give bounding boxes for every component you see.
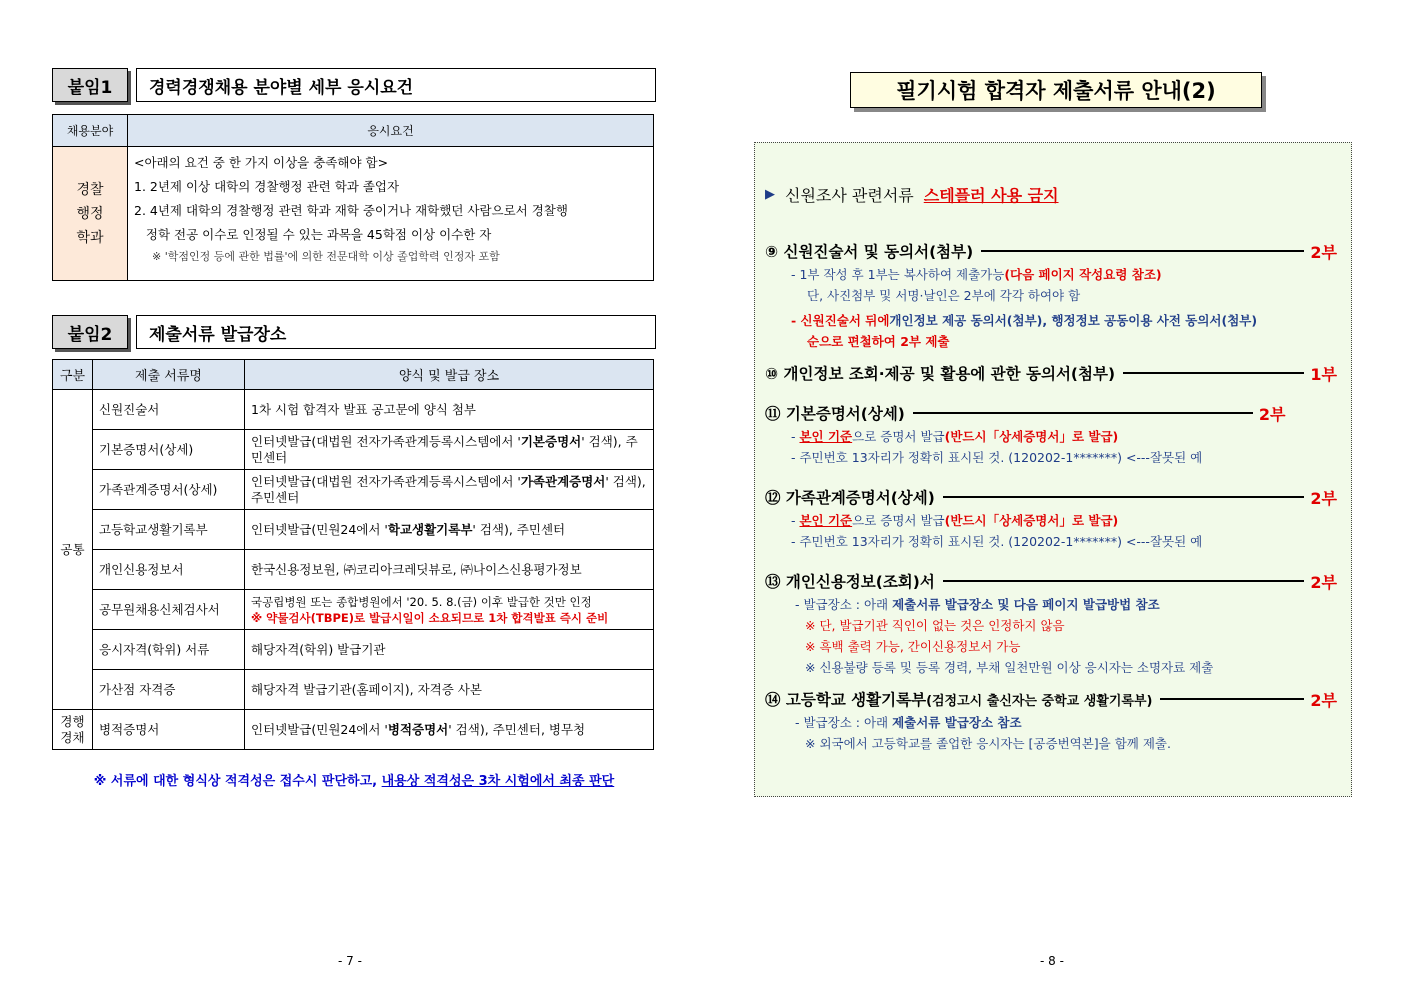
- doc-place: [245, 430, 654, 470]
- item-count: 2부: [1310, 488, 1337, 508]
- table1-header-field: 채용분야: [53, 115, 128, 147]
- item-count: 2부: [1310, 572, 1337, 592]
- item-title: ⑨ 신원진술서 및 동의서(첨부): [765, 243, 974, 261]
- table2-header-place: 양식 및 발급 장소: [245, 360, 654, 390]
- item-details: [765, 510, 1337, 552]
- doc-place-text: 1차 시험 합격자 발표 공고문에 양식 첨부: [251, 401, 476, 417]
- req-line: 2. 4년제 대학의 경찰행정 관련 학과 재학 중이거나 재학했던 사람으로서 경찰행: [134, 203, 568, 218]
- doc-place-text: 국공립병원 또는 종합병원에서 '20. 5. 8.(금) 이후 발급한 것만 인정: [251, 594, 592, 609]
- detail-red: 순으로 편철하여 2부 제출: [807, 334, 950, 349]
- detail-red-underlined: 본인 기준: [799, 429, 853, 444]
- doc-item-11: [765, 402, 1337, 468]
- item-details: [765, 264, 1337, 352]
- detail-text: - 발급장소 : 아래: [795, 597, 893, 612]
- staple-warning: [765, 183, 1337, 206]
- doc-name: 가족관계증명서(상세): [93, 470, 245, 510]
- doc-place-text: ' 검색), 주민센터, 병무청: [448, 721, 586, 737]
- table1-category: 경찰 행정 학과: [53, 147, 128, 281]
- footnote-text: ※ 서류에 대한 형식상 적격성은 접수시 판단하고,: [93, 774, 382, 789]
- item-details: [765, 594, 1337, 678]
- doc-place-warning: ※ 약물검사(TBPE)로 발급시일이 소요되므로 1차 합격발표 즉시 준비: [251, 610, 609, 625]
- detail-text: 으로 증명서 발급: [852, 513, 945, 528]
- item-count: 2부: [1310, 242, 1337, 262]
- doc-place-text: 인터넷발급(대법원 전자가족관계등록시스템에서 ': [251, 473, 521, 489]
- doc-place: [245, 590, 654, 630]
- documents-table: [52, 359, 654, 750]
- section1-tag: 붙임1: [52, 68, 128, 102]
- doc-name: 응시자격(학위) 서류: [93, 630, 245, 670]
- doc-place: [245, 630, 654, 670]
- detail-text: ※ 외국에서 고등학교를 졸업한 응시자는 [공증번역본]을 함께 제출.: [805, 736, 1171, 751]
- detail-red: (다음 페이지 작성요령 참조): [1004, 267, 1162, 282]
- req-line: 1. 2년제 이상 대학의 경찰행정 관련 학과 졸업자: [134, 179, 400, 194]
- group-exp: 경행 경채: [53, 710, 93, 750]
- item-title: ⑫ 가족관계증명서(상세): [765, 489, 935, 507]
- doc-item-13: [765, 570, 1337, 678]
- doc-place-text: 인터넷발급(민원24에서 ': [251, 721, 388, 737]
- page-number-right: - 8 -: [1040, 954, 1064, 968]
- detail-red: (반드시「상세증명서」로 발급): [944, 513, 1119, 528]
- detail-text: -: [791, 513, 800, 528]
- leader-line: [1123, 372, 1304, 374]
- req-line: <아래의 요건 중 한 가지 이상을 충족해야 함>: [134, 155, 389, 170]
- doc-place-bold: 가족관계증명서: [520, 473, 606, 489]
- page-number-left: - 7 -: [338, 954, 362, 968]
- detail-red: ※ 단, 발급기관 직인이 없는 것은 인정하지 않음: [805, 618, 1065, 633]
- page-title: 필기시험 합격자 제출서류 안내(2): [850, 72, 1262, 108]
- doc-place-text: 한국신용정보원, ㈜코리아크레딧뷰로, ㈜나이스신용평가정보: [251, 561, 582, 577]
- doc-place: [245, 670, 654, 710]
- footnote: [52, 770, 656, 789]
- leader-line: [1160, 698, 1304, 700]
- requirements-table: [52, 114, 654, 281]
- doc-item-10: [765, 362, 1337, 384]
- req-line: 정학 전공 이수로 인정될 수 있는 과목을 45학점 이상 이수한 자: [134, 227, 492, 242]
- table-row: [53, 550, 654, 590]
- group-common: 공통: [53, 390, 93, 710]
- doc-name: 신원진술서: [93, 390, 245, 430]
- doc-place-bold: 병적증명서: [387, 721, 449, 737]
- leader-line: [943, 496, 1305, 498]
- leader-line: [943, 580, 1305, 582]
- detail-red-underlined: 본인 기준: [799, 513, 853, 528]
- triangle-bullet-icon: ▶: [765, 187, 775, 202]
- page-8: [754, 72, 1354, 797]
- doc-name: 가산점 자격증: [93, 670, 245, 710]
- detail-red: - 신원진술서 뒤에: [791, 313, 890, 328]
- table-row: [53, 510, 654, 550]
- doc-item-12: [765, 486, 1337, 552]
- doc-place: [245, 550, 654, 590]
- detail-red: (반드시「상세증명서」로 발급): [944, 429, 1119, 444]
- section2-tag: 붙임2: [52, 315, 128, 349]
- doc-name: 개인신용정보서: [93, 550, 245, 590]
- doc-place-text: ' 검색), 주민센터: [472, 521, 566, 537]
- detail-bold: 제출서류 발급장소 및 다음 페이지 발급방법 참조: [892, 597, 1160, 612]
- doc-place: [245, 710, 654, 750]
- doc-place-text: 인터넷발급(대법원 전자가족관계등록시스템에서 ': [251, 433, 521, 449]
- doc-name: 기본증명서(상세): [93, 430, 245, 470]
- doc-item-14: [765, 688, 1337, 754]
- doc-place-text: ' 검색), 주민센터: [251, 433, 638, 465]
- item-details: [765, 426, 1337, 468]
- table-row: [53, 470, 654, 510]
- leader-line: [981, 250, 1304, 252]
- detail-text: - 1부 작성 후 1부는 복사하여 제출가능: [791, 267, 1005, 282]
- detail-text: - 주민번호 13자리가 정확히 표시된 것. (120202-1*******) <---잘못된 예: [791, 450, 1203, 465]
- doc-place-bold: 학교생활기록부: [387, 521, 473, 537]
- item-details: [765, 712, 1337, 754]
- doc-item-9: [765, 240, 1337, 352]
- doc-place-text: 해당자격 발급기관(홈페이지), 자격증 사본: [251, 681, 482, 697]
- item-subtitle: (검정고시 출신자는 중학교 생활기록부): [926, 693, 1153, 709]
- detail-text: 단, 사진첨부 및 서명·날인은 2부에 각각 하여야 함: [807, 288, 1081, 303]
- item-title: ⑬ 개인신용정보(조회)서: [765, 573, 935, 591]
- detail-text: ※ 신용불량 등록 및 등록 경력, 부채 일천만원 이상 응시자는 소명자료 제출: [805, 660, 1214, 675]
- detail-bold: 개인정보 제공 동의서(첨부), 행정정보 공동이용 사전 동의서(첨부): [889, 313, 1258, 328]
- item-count: 2부: [1310, 690, 1337, 710]
- doc-name: 병적증명서: [93, 710, 245, 750]
- doc-name: 공무원채용신체검사서: [93, 590, 245, 630]
- section1-header: [52, 68, 656, 102]
- table1-requirements: [128, 147, 654, 281]
- page-7: [52, 68, 656, 789]
- table-row: [53, 590, 654, 630]
- detail-text: - 발급장소 : 아래: [795, 715, 893, 730]
- item-title: ⑩ 개인정보 조회·제공 및 활용에 관한 동의서(첨부): [765, 365, 1116, 383]
- table1-header-req: 응시요건: [128, 115, 654, 147]
- warning-emphasis: 스테플러 사용 금지: [923, 186, 1059, 205]
- detail-text: -: [791, 429, 800, 444]
- table-row: [53, 630, 654, 670]
- doc-place: [245, 510, 654, 550]
- doc-place: [245, 390, 654, 430]
- item-count: 1부: [1310, 364, 1337, 384]
- detail-bold: 제출서류 발급장소 참조: [892, 715, 1022, 730]
- section2-header: [52, 315, 656, 349]
- table-row: [53, 670, 654, 710]
- item-count: 2부: [1258, 404, 1286, 424]
- table-row: [53, 390, 654, 430]
- doc-place: [245, 470, 654, 510]
- notice-box: [754, 142, 1352, 797]
- table2-header-group: 구분: [53, 360, 93, 390]
- doc-place-text: 인터넷발급(민원24에서 ': [251, 521, 388, 537]
- table2-header-name: 제출 서류명: [93, 360, 245, 390]
- section2-title: 제출서류 발급장소: [136, 315, 656, 349]
- warning-label: 신원조사 관련서류: [785, 186, 914, 205]
- table-row: [53, 430, 654, 470]
- doc-place-text: ' 검색), 주민센터: [251, 473, 646, 505]
- table-row: [53, 710, 654, 750]
- doc-place-bold: 기본증명서: [520, 433, 582, 449]
- leader-line: [913, 412, 1253, 414]
- req-note: ※ '학점인정 등에 관한 법률'에 의한 전문대학 이상 졸업학력 인정자 포함: [152, 250, 500, 263]
- doc-name: 고등학교생활기록부: [93, 510, 245, 550]
- doc-place-text: 해당자격(학위) 발급기관: [251, 641, 386, 657]
- detail-text: - 주민번호 13자리가 정확히 표시된 것. (120202-1*******) <---잘못된 예: [791, 534, 1203, 549]
- item-title: ⑭ 고등학교 생활기록부: [765, 691, 927, 709]
- detail-red: ※ 흑백 출력 가능, 간이신용정보서 가능: [805, 639, 1021, 654]
- detail-text: 으로 증명서 발급: [852, 429, 945, 444]
- section1-title: 경력경쟁채용 분야별 세부 응시요건: [136, 68, 656, 102]
- item-title: ⑪ 기본증명서(상세): [765, 405, 905, 423]
- footnote-underlined: 내용상 적격성은 3차 시험에서 최종 판단: [381, 774, 615, 789]
